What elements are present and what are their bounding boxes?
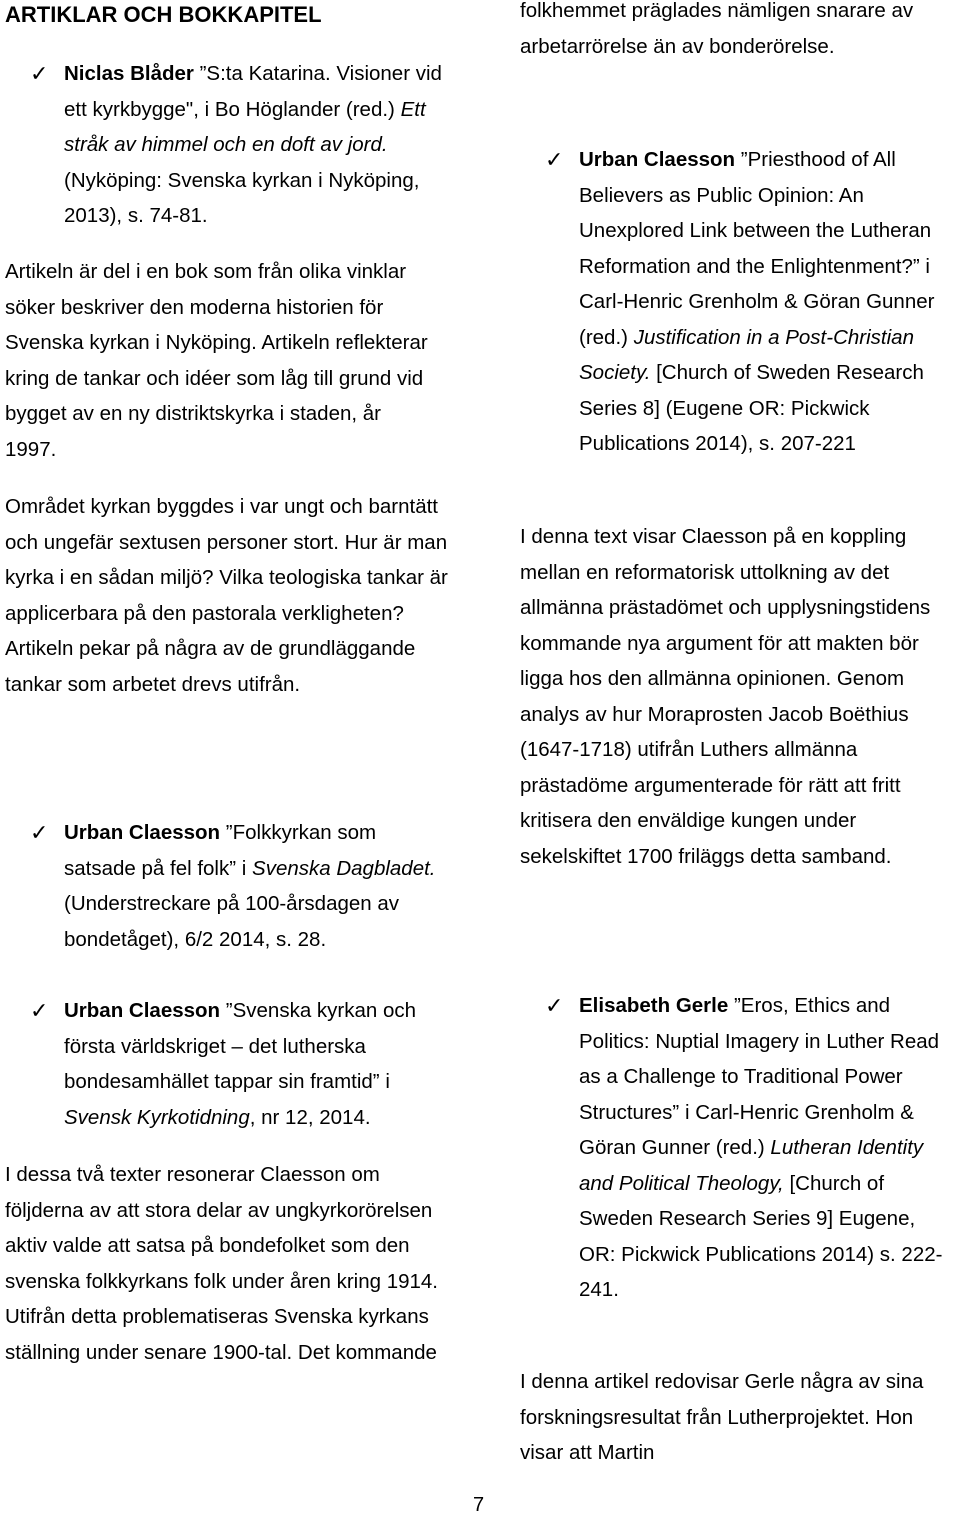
entry-author: Elisabeth Gerle: [579, 994, 729, 1017]
entry-text: [Church of Sweden Research Series 8] (Eugene OR: Pickwick Publications 2014), s. 207-221: [579, 361, 924, 455]
bibliography-entry-claesson-varldskriget: [5, 993, 451, 1135]
checkmark-icon: ✓: [30, 998, 49, 1023]
entry-text: [Church of Sweden Research Series 9] Eugene, OR: Pickwick Publications 2014) s. 222-241.: [579, 1171, 943, 1301]
paragraph-blader-context: [5, 489, 450, 702]
paragraph-gerle-summary: [520, 1364, 940, 1471]
paragraph-text: I denna text visar Claesson på en koppling mellan en reformatorisk uttolkning av det allmänna prästadömet och upplysningstidens kommande nya argument för att makten bör ligga hos den allmänna opinionen. Genom analys av hur Moraprosten Jacob Boëthius (1647-1718) utifrån Luthers allmänna prästadöme argumenterade för rätt att fritt kritisera den enväldige kungen under sekelskiftet 1700 friläggs detta samband.: [520, 525, 931, 868]
entry-author: Urban Claesson: [64, 821, 221, 844]
bibliography-entry-gerle: [520, 988, 947, 1308]
entry-text: ”Priesthood of All Believers as Public Opinion: An Unexplored Link between the Lutheran Reformation and the Enlightenment?” i Carl-Henric Grenholm & Göran Gunner (red.): [579, 148, 935, 349]
bibliography-entry-blader: [5, 56, 455, 234]
checkmark-icon: ✓: [30, 61, 49, 86]
entry-author: Urban Claesson: [64, 999, 221, 1022]
checkmark-icon: ✓: [545, 993, 564, 1018]
paragraph-text: I denna artikel redovisar Gerle några av sina forskningsresultat från Lutherprojektet. Hon visar att Martin: [520, 1370, 924, 1464]
entry-text: (Nyköping: Svenska kyrkan i Nyköping, 2013), s. 74-81.: [64, 168, 420, 227]
paragraph-text: Artikeln är del i en bok som från olika vinklar söker beskriver den moderna historien för Svenska kyrkan i Nyköping. Artikeln reflekterar kring de tankar och idéer som låg till grund vid bygget av en ny distriktskyrka i staden, år 1997.: [5, 260, 428, 461]
entry-journal-title: Svensk Kyrkotidning: [64, 1105, 250, 1129]
entry-book-title: Ett stråk av himmel och en doft av jord.: [64, 97, 426, 156]
paragraph-text: Området kyrkan byggdes i var ungt och barntätt och ungefär sextusen personer stort. Hur är man kyrka i en sådan miljö? Vilka teologiska tankar är applicerbara på den pastorala verkligheten? Artikeln pekar på några av de grundläggande tankar som arbetet drevs utifrån.: [5, 495, 448, 696]
entry-author: Urban Claesson: [579, 148, 736, 171]
page-heading: ARTIKLAR OCH BOKKAPITEL: [5, 2, 322, 27]
bibliography-entry-claesson-folkkyrkan: [5, 815, 443, 957]
entry-text: ”Eros, Ethics and Politics: Nuptial Imagery in Luther Read as a Challenge to Traditional Power Structures” i Carl-Henric Grenholm & Göran Gunner (red.): [579, 994, 940, 1159]
checkmark-icon: ✓: [30, 820, 49, 845]
entry-text: ”Svenska kyrkan och första världskriget – det lutherska bondesamhället tappar sin framtid” i: [64, 999, 417, 1093]
paragraph-claesson-priesthood-summary: [520, 519, 958, 874]
paragraph-text: I dessa två texter resonerar Claesson om följderna av att stora delar av ungkyrkorörelsen aktiv valde att satsa på bondefolket som den svenska folkkyrkans folk under åren kring 1914. Utifrån detta problematiseras Svenska kyrkans ställning under senare 1900-tal. Det kommande: [5, 1163, 439, 1364]
entry-text: ”S:ta Katarina. Visioner vid ett kyrkbygge", i Bo Höglander (red.): [64, 62, 442, 121]
entry-journal-title: Svenska Dagbladet.: [252, 856, 436, 880]
entry-book-title: Justification in a Post-Christian Society.: [579, 325, 914, 384]
paragraph-text: folkhemmet präglades nämligen snarare av arbetarrörelse än av bonderörelse.: [520, 0, 914, 58]
entry-text: (Understreckare på 100-årsdagen av bondetåget), 6/2 2014, s. 28.: [64, 892, 400, 951]
entry-author: Niclas Blåder: [64, 62, 194, 85]
checkmark-icon: ✓: [545, 147, 564, 172]
paragraph-claesson-summary: [5, 1157, 450, 1370]
page-number: 7: [473, 1494, 485, 1516]
entry-book-title: Lutheran Identity and Political Theology,: [579, 1136, 924, 1195]
entry-text: , nr 12, 2014.: [249, 1105, 371, 1129]
entry-text: ”Folkkyrkan som satsade på fel folk” i: [64, 821, 377, 880]
paragraph-blader-summary: [5, 254, 435, 467]
bibliography-entry-claesson-priesthood: [520, 142, 959, 462]
paragraph-continuation: [520, 0, 956, 64]
